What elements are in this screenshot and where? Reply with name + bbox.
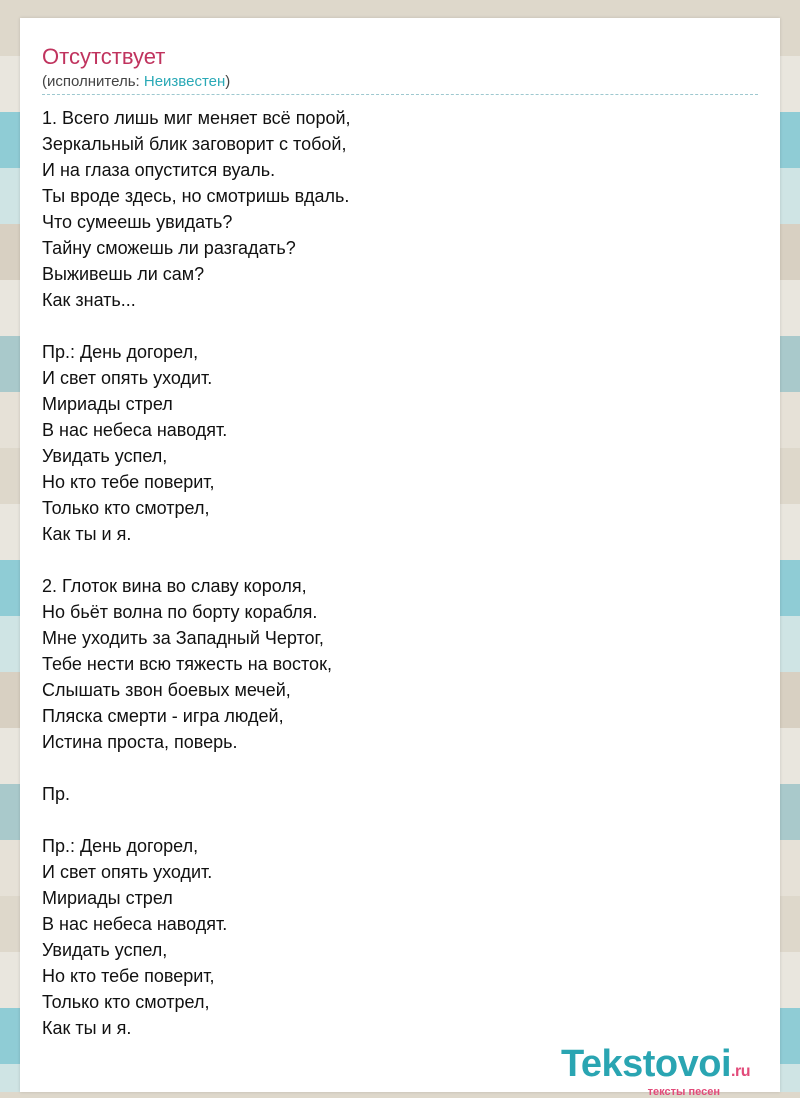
lyric-line: Увидать успел, bbox=[42, 446, 168, 466]
lyric-line: Но кто тебе поверит, bbox=[42, 966, 215, 986]
lyric-line: Тебе нести всю тяжесть на восток, bbox=[42, 654, 332, 674]
lyric-line: В нас небеса наводят. bbox=[42, 914, 228, 934]
lyric-line: 2. Глоток вина во славу короля, bbox=[42, 576, 307, 596]
lyric-line: Как знать... bbox=[42, 290, 136, 310]
lyric-line bbox=[42, 807, 758, 833]
logo-wordmark bbox=[561, 1044, 750, 1092]
logo-main-text: Tekstovoi bbox=[560, 1043, 732, 1085]
lyric-line bbox=[42, 547, 758, 573]
lyric-line: И свет опять уходит. bbox=[42, 368, 213, 388]
lyric-line: Как ты и я. bbox=[42, 524, 132, 544]
lyric-line: Как ты и я. bbox=[42, 1018, 132, 1038]
song-title: Отсутствует bbox=[42, 44, 166, 69]
lyric-line: Но кто тебе поверит, bbox=[42, 472, 215, 492]
lyric-line: Зеркальный блик заговорит с тобой, bbox=[42, 134, 347, 154]
lyrics-card bbox=[20, 18, 780, 1098]
artist-link[interactable]: Неизвестен bbox=[143, 73, 226, 90]
lyric-line: Пляска смерти - игра людей, bbox=[42, 706, 284, 726]
lyric-line: Пр.: День догорел, bbox=[42, 836, 199, 856]
lyric-line bbox=[42, 755, 758, 781]
lyric-line: Только кто смотрел, bbox=[42, 498, 210, 518]
artist-suffix: ) bbox=[225, 73, 231, 90]
lyric-line bbox=[42, 313, 758, 339]
lyric-line: И на глаза опустится вуаль. bbox=[42, 160, 276, 180]
lyric-line: Тайну сможешь ли разгадать? bbox=[42, 238, 296, 258]
site-logo[interactable] bbox=[561, 1044, 750, 1098]
lyric-line: Пр. bbox=[42, 784, 70, 804]
divider bbox=[42, 94, 758, 95]
lyric-line: Истина проста, поверь. bbox=[42, 732, 238, 752]
lyric-line: Ты вроде здесь, но смотришь вдаль. bbox=[42, 186, 350, 206]
logo-tagline: тексты песен bbox=[647, 1086, 720, 1098]
artist-line bbox=[42, 72, 230, 92]
lyric-line: В нас небеса наводят. bbox=[42, 420, 228, 440]
lyric-line: Увидать успел, bbox=[42, 940, 168, 960]
lyric-line: Слышать звон боевых мечей, bbox=[42, 680, 291, 700]
lyric-line: Мириады стрел bbox=[42, 394, 173, 414]
lyric-line: Но бьёт волна по борту корабля. bbox=[42, 602, 318, 622]
lyric-line: Только кто смотрел, bbox=[42, 992, 210, 1012]
lyrics-text bbox=[42, 105, 758, 1041]
lyric-line: 1. Всего лишь миг меняет всё порой, bbox=[42, 108, 351, 128]
lyric-line: Мириады стрел bbox=[42, 888, 173, 908]
lyric-line: Что сумеешь увидать? bbox=[42, 212, 233, 232]
lyric-line: И свет опять уходит. bbox=[42, 862, 213, 882]
logo-domain: .ru bbox=[731, 1063, 750, 1080]
lyric-line: Пр.: День догорел, bbox=[42, 342, 199, 362]
lyric-line: Выживешь ли сам? bbox=[42, 264, 205, 284]
lyric-line: Мне уходить за Западный Чертог, bbox=[42, 628, 324, 648]
artist-prefix: (исполнитель: bbox=[42, 73, 144, 90]
